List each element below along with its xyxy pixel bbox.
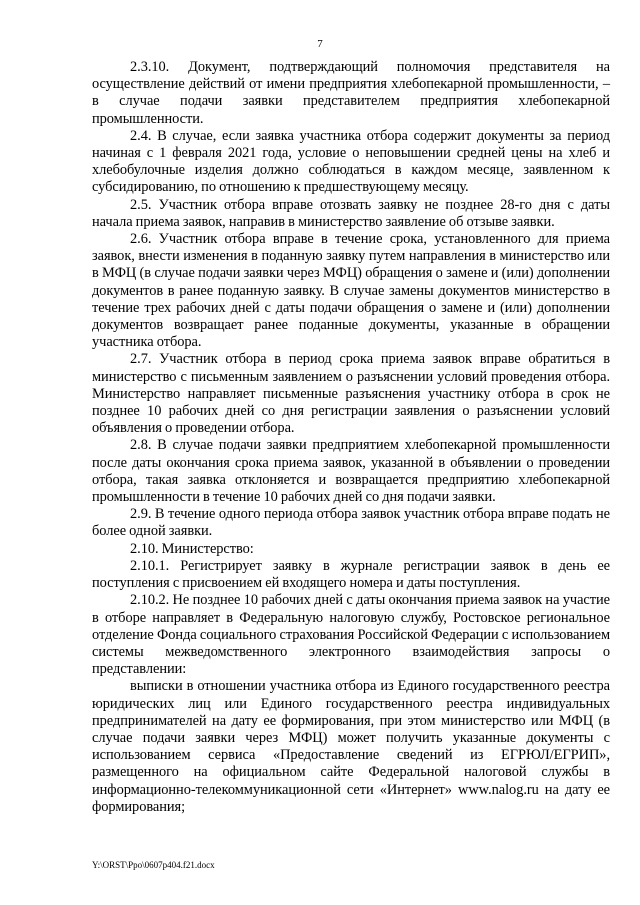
footer-file-path: Y:\ORST\Ppo\0607p404.f21.docx (92, 860, 215, 870)
paragraph-2-6: 2.6. Участник отбора вправе в течение срока, установленного для приема заявок, внести изменения в поданную заявку путем направления в министерство или в МФЦ (в случае подачи заявки через МФЦ) обращения о замене и (или) дополнении документов в ранее поданную заявку. В случае замены документов министерство в течение трех рабочих дней с даты подачи обращения о замене и (или) дополнении документов возвращает ранее поданные документы, указанные в обращении участника отбора. (92, 231, 610, 351)
paragraph-2-3-10: 2.3.10. Документ, подтверждающий полномочия представителя на осуществление действий от имени предприятия хлебопекарной промышленности, – в случае подачи заявки представителем предприятия хлебопекарной промышленности. (92, 59, 610, 127)
paragraph-egrul-extract: выписки в отношении участника отбора из Единого государственного реестра юридических лиц или Единого государственного реестра индивидуальных предпринимателей на дату ее формирования, при этом министерство или МФЦ (в случае подачи заявки через МФЦ) может получить указанные документы с использованием сервиса «Предоставление сведений из ЕГРЮЛ/ЕГРИП», размещенного на официальном сайте Федеральной налоговой службы в информационно-телекоммуникационной сети «Интернет» www.nalog.ru на дату ее формирования; (92, 678, 610, 815)
paragraph-2-9: 2.9. В течение одного периода отбора заявок участник отбора вправе подать не более одной заявки. (92, 506, 610, 540)
document-body (92, 59, 610, 816)
paragraph-2-8: 2.8. В случае подачи заявки предприятием хлебопекарной промышленности после даты окончания срока приема заявок, указанной в объявлении о проведении отбора, такая заявка отклоняется и возвращается предприятию хлебопекарной промышленности в течение 10 рабочих дней со дня подачи заявки. (92, 437, 610, 506)
paragraph-2-5: 2.5. Участник отбора вправе отозвать заявку не позднее 28-го дня с даты начала приема заявок, направив в министерство заявление об отзыве заявки. (92, 196, 610, 230)
paragraph-2-7: 2.7. Участник отбора в период срока приема заявок вправе обратиться в министерство с письменным заявлением о разъяснении условий проведения отбора. Министерство направляет письменные разъяснения участнику отбора в срок не позднее 10 рабочих дней со дня регистрации заявления о разъяснении условий объявления о проведении отбора. (92, 351, 610, 437)
page-number: 7 (317, 38, 323, 50)
paragraph-2-10-2: 2.10.2. Не позднее 10 рабочих дней с даты окончания приема заявок на участие в отборе направляет в Федеральную налоговую службу, Ростовское региональное отделение Фонда социального страхования Российской Федерации с использованием системы межведомственного электронного взаимодействия запросы о представлении: (92, 592, 610, 678)
paragraph-2-10: 2.10. Министерство: (130, 540, 254, 557)
paragraph-2-4: 2.4. В случае, если заявка участника отбора содержит документы за период начиная с 1 февраля 2021 года, условие о неповышении средней цены на хлеб и хлебобулочные изделия должно соблюдаться в каждом месяце, заявленном к субсидированию, по отношению к предшествующему месяцу. (92, 127, 610, 196)
paragraph-2-10-1: 2.10.1. Регистрирует заявку в журнале регистрации заявок в день ее поступления с присвоением ей входящего номера и даты поступления. (92, 557, 610, 592)
